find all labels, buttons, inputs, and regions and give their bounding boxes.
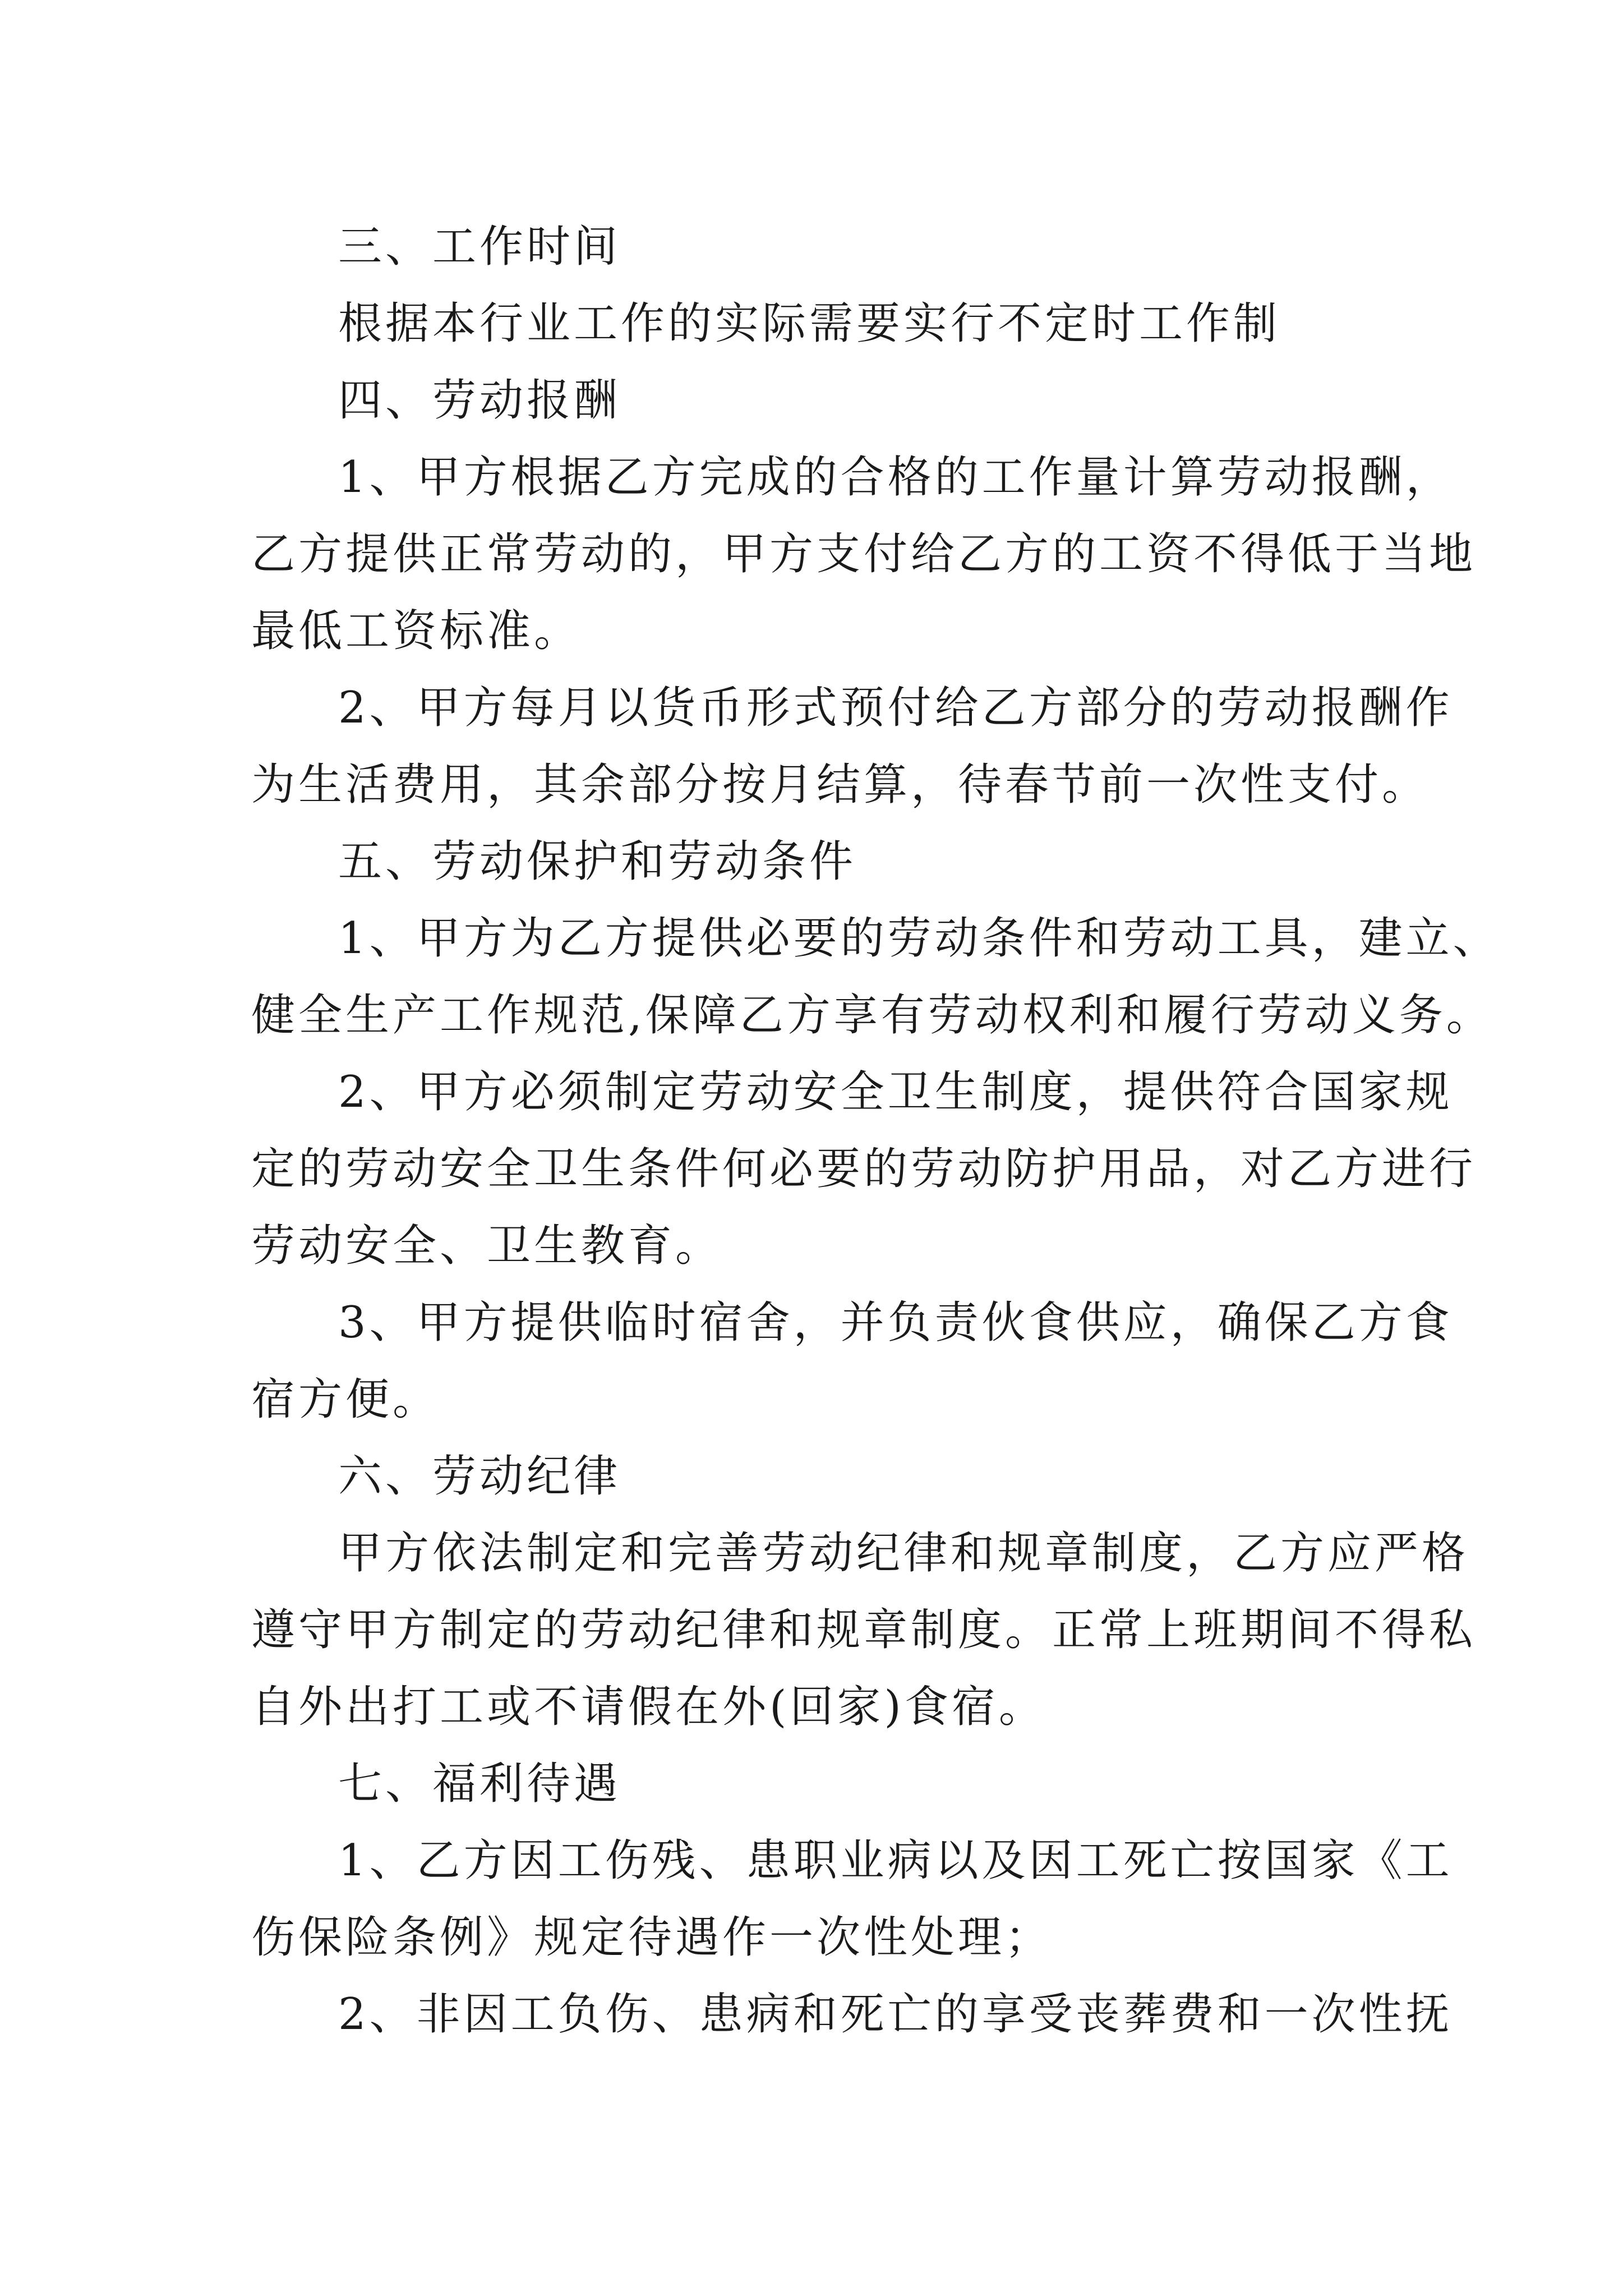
section-heading-labor-protection: 五、劳动保护和劳动条件 xyxy=(338,836,857,887)
paragraph-line: 健全生产工作规范,保障乙方享有劳动权利和履行劳动义务。 xyxy=(251,990,1493,1041)
paragraph-line: 自外出打工或不请假在外(回家)食宿。 xyxy=(251,1682,1046,1732)
section-heading-labor-discipline: 六、劳动纪律 xyxy=(338,1451,621,1502)
paragraph-line: 1、甲方为乙方提供必要的劳动条件和劳动工具，建立、 xyxy=(338,913,1500,964)
paragraph-line: 2、甲方每月以货币形式预付给乙方部分的劳动报酬作 xyxy=(338,683,1453,733)
paragraph-line: 1、乙方因工伤残、患职业病以及因工死亡按国家《工 xyxy=(338,1835,1453,1886)
paragraph-line: 遵守甲方制定的劳动纪律和规章制度。正常上班期间不得私 xyxy=(251,1605,1477,1655)
paragraph-line: 最低工资标准。 xyxy=(251,606,582,656)
paragraph-line: 为生活费用，其余部分按月结算，待春节前一次性支付。 xyxy=(251,760,1430,810)
paragraph-line: 2、非因工负伤、患病和死亡的享受丧葬费和一次性抚 xyxy=(338,1989,1453,2040)
section-heading-work-hours: 三、工作时间 xyxy=(338,222,621,272)
paragraph-line: 乙方提供正常劳动的，甲方支付给乙方的工资不得低于当地 xyxy=(251,529,1477,579)
paragraph-line: 宿方便。 xyxy=(251,1374,440,1425)
paragraph-line: 伤保险条例》规定待遇作一次性处理； xyxy=(251,1912,1053,1963)
paragraph-line: 甲方依法制定和完善劳动纪律和规章制度，乙方应严格 xyxy=(338,1528,1469,1579)
paragraph-line: 根据本行业工作的实际需要实行不定时工作制 xyxy=(338,298,1281,349)
paragraph-line: 劳动安全、卫生教育。 xyxy=(251,1221,723,1271)
document-body xyxy=(251,209,1500,2053)
paragraph-line: 3、甲方提供临时宿舍，并负责伙食供应，确保乙方食 xyxy=(338,1297,1453,1348)
paragraph-line: 1、甲方根据乙方完成的合格的工作量计算劳动报酬， xyxy=(338,452,1453,503)
section-heading-remuneration: 四、劳动报酬 xyxy=(338,375,621,426)
section-heading-welfare: 七、福利待遇 xyxy=(338,1759,621,1809)
paragraph-line: 定的劳动安全卫生条件何必要的劳动防护用品，对乙方进行 xyxy=(251,1144,1477,1194)
paragraph-line: 2、甲方必须制定劳动安全卫生制度，提供符合国家规 xyxy=(338,1067,1453,1117)
